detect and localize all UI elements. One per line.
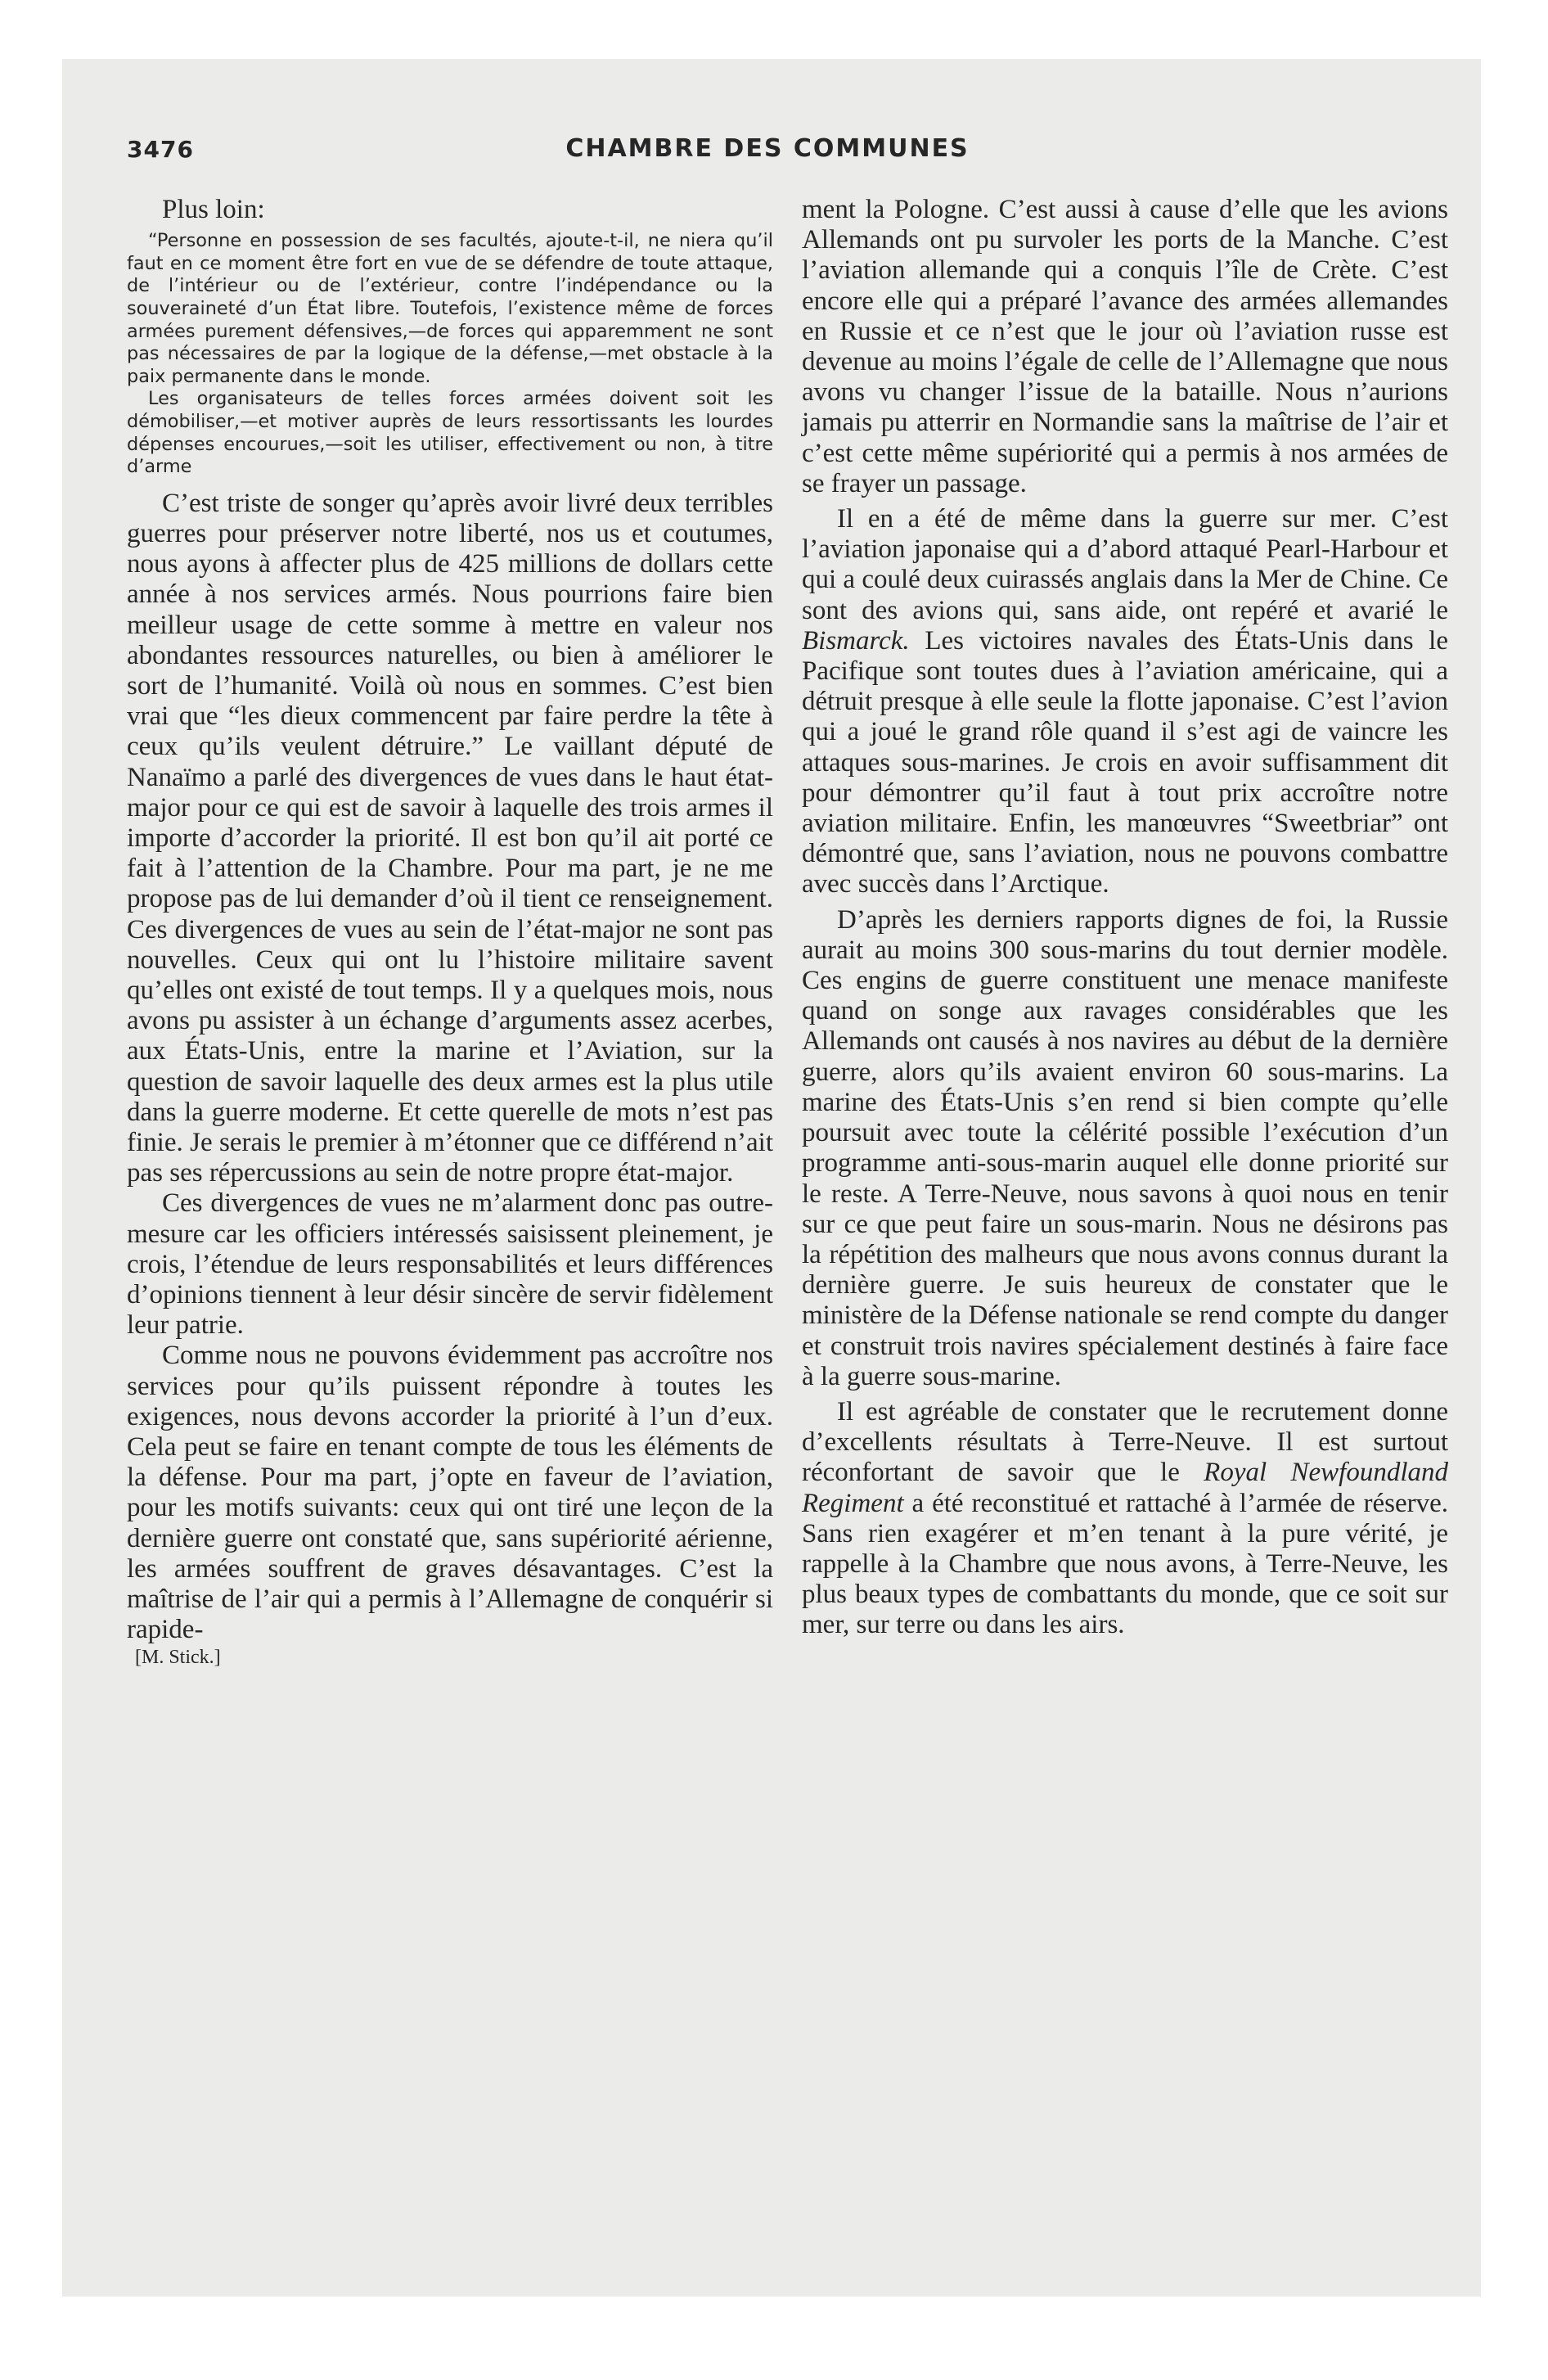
regiment-name: Royal Newfoundland Regiment (802, 1458, 1448, 1518)
page-number: 3476 (127, 136, 194, 163)
body-paragraph: ment la Pologne. C’est aussi à cause d’elle que les avions Allemands ont pu survoler les ports de la Manche. C’est l’aviation allemande qui a conquis l’île de Crète. C’est encore elle qui a préparé l’avance des armées allemandes en Russie et ce n’est que le jour où l’aviation russe est devenue au moins l’égale de celle de l’Allemagne que nous avons vu changer l’issue de la bataille. Nous n’aurions jamais pu atterrir en Normandie sans la maîtrise de l’air et c’est cette même supériorité qui a permis à nos armées de se frayer un passage. (802, 195, 1448, 498)
body-paragraph (802, 1397, 1448, 1641)
block-quote (127, 230, 773, 479)
ship-name: Bismarck. (802, 625, 910, 656)
body-paragraph (802, 504, 1448, 900)
quote-paragraph: Les organisateurs de telles forces armées doivent soit les démobiliser,—et motiver auprès de leurs ressortissants les lourdes dépenses encourues,—soit les utiliser, effectivement ou non, à titre d’arme (127, 388, 773, 478)
intro-line: Plus loin: (162, 195, 265, 224)
right-column (802, 195, 1448, 1641)
left-column (127, 195, 773, 1670)
text-run: a été reconstitué et rattaché à l’armée de réserve. Sans rien exagérer et m’en tenant à la pure vérité, je rappelle à la Chambre que nous avons, à Terre-Neuve, les plus beaux types de combattants du monde, que ce soit sur mer, sur terre ou dans les airs. (802, 1488, 1448, 1640)
text-run: Il en a été de même dans la guerre sur mer. C’est l’aviation japonaise qui a d’abord attaqué Pearl-Harbour et qui a coulé deux cuirassés anglais dans la Mer de Chine. Ce sont des avions qui, sans aide, ont repéré et avarié le (802, 504, 1448, 625)
body-paragraph: C’est triste de songer qu’après avoir livré deux terribles guerres pour préserver notre liberté, nos us et coutumes, nous ayons à affecter plus de 425 millions de dollars cette année à nos services armés. Nous pourrions faire bien meilleur usage de cette somme à mettre en valeur nos abondantes ressources naturelles, ou bien à améliorer le sort de l’humanité. Voilà où nous en sommes. C’est bien vrai que “les dieux commencent par faire perdre la tête à ceux qu’ils veulent détruire.” Le vaillant député de Nanaïmo a parlé des divergences de vues dans le haut état-major pour ce qui est de savoir à laquelle des trois armes il importe d’accorder la priorité. Il est bon qu’il ait porté ce fait à l’attention de la Chambre. Pour ma part, je ne me propose pas de lui demander d’où il tient ce renseignement. Ces divergences de vues au sein de l’état-major ne sont pas nouvelles. Ceux qui ont lu l’histoire militaire savent qu’elles ont existé de tout temps. Il y a quelques mois, nous avons pu assister à un échange d’arguments assez acerbes, aux États-Unis, entre la marine et l’Aviation, sur la question de savoir laquelle des deux armes est la plus utile dans la guerre moderne. Et cette querelle de mots n’est pas finie. Je serais le premier à m’étonner que ce différend n’ait pas ses répercussions au sein de notre propre état-major. (127, 488, 773, 1188)
speaker-signature: [M. Stick.] (135, 1647, 221, 1669)
body-paragraph: Ces divergences de vues ne m’alarment donc pas outre-mesure car les officiers intéressés saisissent pleinement, je crois, l’étendue de leurs responsabilités et leurs différences d’opinions tiennent à leur désir sincère de servir fidèlement leur patrie. (127, 1188, 773, 1341)
page-header (127, 133, 1408, 174)
text-run: Il est agréable de constater que le recrutement donne d’excellents résultats à Terre-Neuve. Il est surtout réconfortant de savoir que le (802, 1396, 1448, 1488)
running-title: CHAMBRE DES COMMUNES (565, 134, 970, 163)
quote-paragraph: “Personne en possession de ses facultés, ajoute-t-il, ne niera qu’il faut en ce moment être fort en vue de se défendre de toute attaque, de l’intérieur ou de l’extérieur, contre l’indépendance ou la souveraineté d’un État libre. Toutefois, l’existence même de forces armées purement défensives,—de forces qui apparemment ne sont pas nécessaires de par la logique de la défense,—met obstacle à la paix permanente dans le monde. (127, 230, 773, 387)
body-paragraph: Comme nous ne pouvons évidemment pas accroître nos services pour qu’ils puissent répondre à toutes les exigences, nous devons accorder la priorité à l’un d’eux. Cela peut se faire en tenant compte de tous les éléments de la défense. Pour ma part, j’opte en faveur de l’aviation, pour les motifs suivants: ceux qui ont tiré une leçon de la dernière guerre ont constaté que, sans supériorité aérienne, les armées souffrent de graves désavantages. C’est la maîtrise de l’air qui a permis à l’Allemagne de conquérir si rapide- (127, 1341, 773, 1645)
text-run: Les victoires navales des États-Unis dans le Pacifique sont toutes dues à l’aviation américaine, qui a détruit presque à elle seule la flotte japonaise. C’est l’avion qui a joué le grand rôle quand il s’est agi de vaincre les attaques sous-marines. Je crois en avoir suffisamment dit pour démontrer qu’il faut à tout prix accroître notre aviation militaire. Enfin, les manœuvres “Sweetbriar” ont démontré que, sans l’aviation, nous ne pouvons combattre avec succès dans l’Arctique. (802, 625, 1448, 899)
body-paragraph: D’après les derniers rapports dignes de foi, la Russie aurait au moins 300 sous-marins du tout dernier modèle. Ces engins de guerre constituent une menace manifeste quand on songe aux ravages considérables que les Allemands ont causés à nos navires au début de la dernière guerre, alors qu’ils avaient environ 60 sous-marins. La marine des États-Unis s’en rend si bien compte qu’elle poursuit avec toute la célérité possible l’exécution d’un programme anti-sous-marin auquel elle donne priorité sur le reste. A Terre-Neuve, nous savons à quoi nous en tenir sur ce que peut faire un sous-marin. Nous ne désirons pas la répétition des malheurs que nous avons connus durant la dernière guerre. Je suis heureux de constater que le ministère de la Défense nationale se rend compte du danger et construit trois navires spécialement destinés à faire face à la guerre sous-marine. (802, 904, 1448, 1391)
